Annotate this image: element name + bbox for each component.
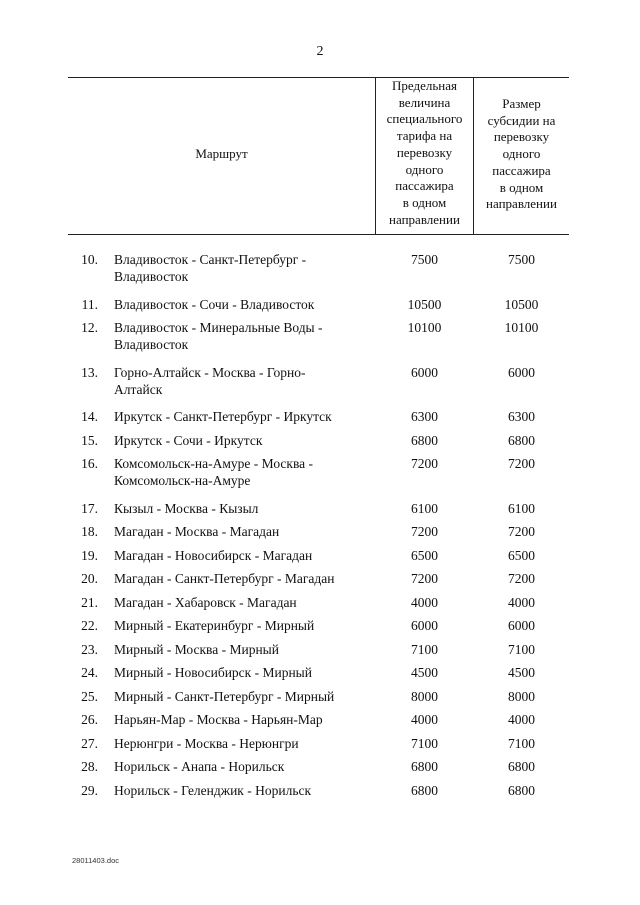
row-number: 22. bbox=[81, 618, 98, 633]
subsidy-value: 4000 bbox=[508, 594, 535, 610]
row-number: 20. bbox=[81, 571, 98, 586]
tariff-value: 7200 bbox=[411, 571, 438, 586]
subsidy-value: 4500 bbox=[508, 665, 535, 680]
row-number: 13. bbox=[81, 364, 98, 380]
subsidy-value: 7500 bbox=[508, 252, 535, 267]
header-line: направлении bbox=[486, 196, 557, 212]
header-line: одного bbox=[502, 146, 541, 162]
route-line: Комсомольск-на-Амуре bbox=[114, 473, 251, 488]
route-name bbox=[114, 432, 369, 449]
route-name bbox=[114, 570, 369, 587]
column-header-route: Маршрут bbox=[195, 146, 248, 161]
tariff-value: 6500 bbox=[411, 547, 438, 563]
table-header-top-rule bbox=[68, 77, 569, 78]
subsidy-value: 7200 bbox=[508, 571, 535, 586]
route-name bbox=[114, 641, 369, 658]
route-line: Алтайск bbox=[114, 381, 163, 397]
header-line: величина bbox=[398, 94, 451, 110]
tariff-value: 6000 bbox=[411, 364, 438, 380]
tariff-value: 4000 bbox=[411, 594, 438, 610]
subsidy-value: 7200 bbox=[508, 524, 535, 539]
row-number: 16. bbox=[81, 456, 98, 471]
tariff-value: 6800 bbox=[411, 432, 438, 448]
header-line: одного bbox=[405, 161, 444, 177]
route-line: Нарьян-Мар - Москва - Нарьян-Мар bbox=[114, 712, 323, 727]
table-row bbox=[0, 617, 640, 641]
column-header-subsidy bbox=[474, 96, 569, 213]
subsidy-value: 6500 bbox=[508, 547, 535, 563]
row-number: 12. bbox=[81, 320, 98, 335]
route-line: Мирный - Екатеринбург - Мирный bbox=[114, 618, 315, 633]
route-name bbox=[114, 617, 369, 634]
table-row bbox=[0, 641, 640, 665]
route-name bbox=[114, 523, 369, 540]
header-line: в одном bbox=[499, 179, 544, 195]
route-line: Магадан - Санкт-Петербург - Магадан bbox=[114, 571, 335, 586]
table-row bbox=[0, 782, 640, 806]
subsidy-value: 6800 bbox=[508, 759, 535, 774]
row-number: 28. bbox=[81, 759, 98, 774]
route-line: Комсомольск-на-Амуре - Москва - bbox=[114, 456, 314, 471]
subsidy-value: 10500 bbox=[504, 296, 539, 312]
route-name bbox=[114, 782, 369, 799]
row-number: 15. bbox=[81, 432, 98, 448]
header-line: направлении bbox=[389, 211, 460, 227]
route-line: Мирный - Новосибирск - Мирный bbox=[114, 665, 312, 680]
subsidy-value: 7100 bbox=[508, 641, 535, 657]
route-line: Нерюнгри - Москва - Нерюнгри bbox=[114, 735, 299, 751]
row-number: 21. bbox=[81, 594, 98, 610]
route-line: Горно-Алтайск - Москва - Горно- bbox=[114, 364, 306, 380]
subsidy-value: 6100 bbox=[508, 500, 535, 516]
tariff-value: 10100 bbox=[407, 320, 442, 335]
route-line: Иркутск - Санкт-Петербург - Иркутск bbox=[114, 409, 332, 424]
route-name bbox=[114, 319, 369, 353]
header-line: перевозку bbox=[396, 144, 453, 160]
route-name bbox=[114, 547, 369, 564]
subsidy-value: 6800 bbox=[508, 432, 535, 448]
subsidy-value: 10100 bbox=[504, 320, 539, 335]
row-number: 24. bbox=[81, 665, 98, 680]
table-row bbox=[0, 455, 640, 500]
table-row bbox=[0, 758, 640, 782]
row-number: 11. bbox=[81, 296, 98, 312]
table-row bbox=[0, 251, 640, 296]
row-number: 25. bbox=[81, 688, 98, 704]
route-name bbox=[114, 455, 369, 489]
table-row bbox=[0, 594, 640, 618]
table-row bbox=[0, 319, 640, 364]
subsidy-value: 8000 bbox=[508, 688, 535, 704]
tariff-value: 6100 bbox=[411, 500, 438, 516]
tariff-value: 7200 bbox=[411, 524, 438, 539]
row-number: 19. bbox=[81, 547, 98, 563]
row-number: 14. bbox=[81, 409, 98, 424]
route-line: Кызыл - Москва - Кызыл bbox=[114, 500, 259, 516]
tariff-value: 8000 bbox=[411, 688, 438, 704]
tariff-value: 6000 bbox=[411, 618, 438, 633]
header-line: Размер bbox=[502, 96, 541, 111]
route-name bbox=[114, 408, 369, 425]
route-name bbox=[114, 251, 369, 285]
table-row bbox=[0, 570, 640, 594]
header-line: тарифа на bbox=[396, 128, 453, 144]
route-line: Норильск - Анапа - Норильск bbox=[114, 759, 285, 774]
page-number: 2 bbox=[316, 44, 324, 59]
row-number: 18. bbox=[81, 524, 98, 539]
table-row bbox=[0, 364, 640, 409]
tariff-value: 4000 bbox=[411, 712, 438, 727]
route-name bbox=[114, 758, 369, 775]
route-name bbox=[114, 688, 369, 705]
route-name bbox=[114, 500, 369, 517]
table-row bbox=[0, 523, 640, 547]
header-line: пассажира bbox=[395, 178, 454, 194]
table-row bbox=[0, 408, 640, 432]
subsidy-value: 7200 bbox=[508, 456, 535, 471]
header-line: перевозку bbox=[493, 129, 550, 145]
route-name bbox=[114, 594, 369, 611]
header-line: субсидии на bbox=[487, 112, 556, 128]
row-number: 27. bbox=[81, 735, 98, 751]
table-row bbox=[0, 547, 640, 571]
tariff-value: 10500 bbox=[407, 296, 442, 312]
header-line: специального bbox=[386, 111, 463, 127]
route-line: Мирный - Москва - Мирный bbox=[114, 641, 279, 657]
route-line: Владивосток - Сочи - Владивосток bbox=[114, 296, 315, 312]
file-footer: 28011403.doc bbox=[72, 856, 119, 865]
table-row bbox=[0, 500, 640, 524]
subsidy-value: 6000 bbox=[508, 618, 535, 633]
route-line: Владивосток bbox=[114, 337, 189, 352]
tariff-value: 6800 bbox=[411, 759, 438, 774]
tariff-value: 7200 bbox=[411, 456, 438, 471]
tariff-value: 6800 bbox=[411, 782, 438, 798]
table-row bbox=[0, 296, 640, 320]
route-line: Магадан - Новосибирск - Магадан bbox=[114, 547, 313, 563]
route-name bbox=[114, 296, 369, 313]
subsidy-value: 6800 bbox=[508, 782, 535, 798]
subsidy-value: 6000 bbox=[508, 364, 535, 380]
route-line: Владивосток bbox=[114, 269, 189, 284]
route-name bbox=[114, 735, 369, 752]
subsidy-value: 6300 bbox=[508, 409, 535, 424]
tariff-value: 7100 bbox=[411, 641, 438, 657]
table-row bbox=[0, 711, 640, 735]
route-line: Магадан - Москва - Магадан bbox=[114, 524, 280, 539]
table-header-bottom-rule bbox=[68, 234, 569, 235]
route-name bbox=[114, 711, 369, 728]
row-number: 26. bbox=[81, 712, 98, 727]
route-name bbox=[114, 664, 369, 681]
route-line: Мирный - Санкт-Петербург - Мирный bbox=[114, 688, 335, 704]
column-header-tariff bbox=[376, 78, 473, 228]
row-number: 17. bbox=[81, 500, 98, 516]
row-number: 10. bbox=[81, 252, 98, 267]
subsidy-value: 7100 bbox=[508, 735, 535, 751]
route-line: Владивосток - Минеральные Воды - bbox=[114, 320, 323, 335]
row-number: 29. bbox=[81, 782, 98, 798]
tariff-value: 4500 bbox=[411, 665, 438, 680]
route-name bbox=[114, 364, 369, 398]
tariff-value: 6300 bbox=[411, 409, 438, 424]
route-line: Норильск - Геленджик - Норильск bbox=[114, 782, 312, 798]
route-line: Владивосток - Санкт-Петербург - bbox=[114, 252, 307, 267]
row-number: 23. bbox=[81, 641, 98, 657]
table-row bbox=[0, 432, 640, 456]
header-line: Предельная bbox=[392, 78, 457, 93]
tariff-value: 7500 bbox=[411, 252, 438, 267]
route-line: Магадан - Хабаровск - Магадан bbox=[114, 594, 297, 610]
table-row bbox=[0, 688, 640, 712]
routes-table-body bbox=[0, 251, 640, 805]
subsidy-value: 4000 bbox=[508, 712, 535, 727]
table-row bbox=[0, 735, 640, 759]
tariff-value: 7100 bbox=[411, 735, 438, 751]
header-line: в одном bbox=[402, 194, 447, 210]
route-line: Иркутск - Сочи - Иркутск bbox=[114, 432, 263, 448]
table-row bbox=[0, 664, 640, 688]
header-line: пассажира bbox=[492, 162, 551, 178]
